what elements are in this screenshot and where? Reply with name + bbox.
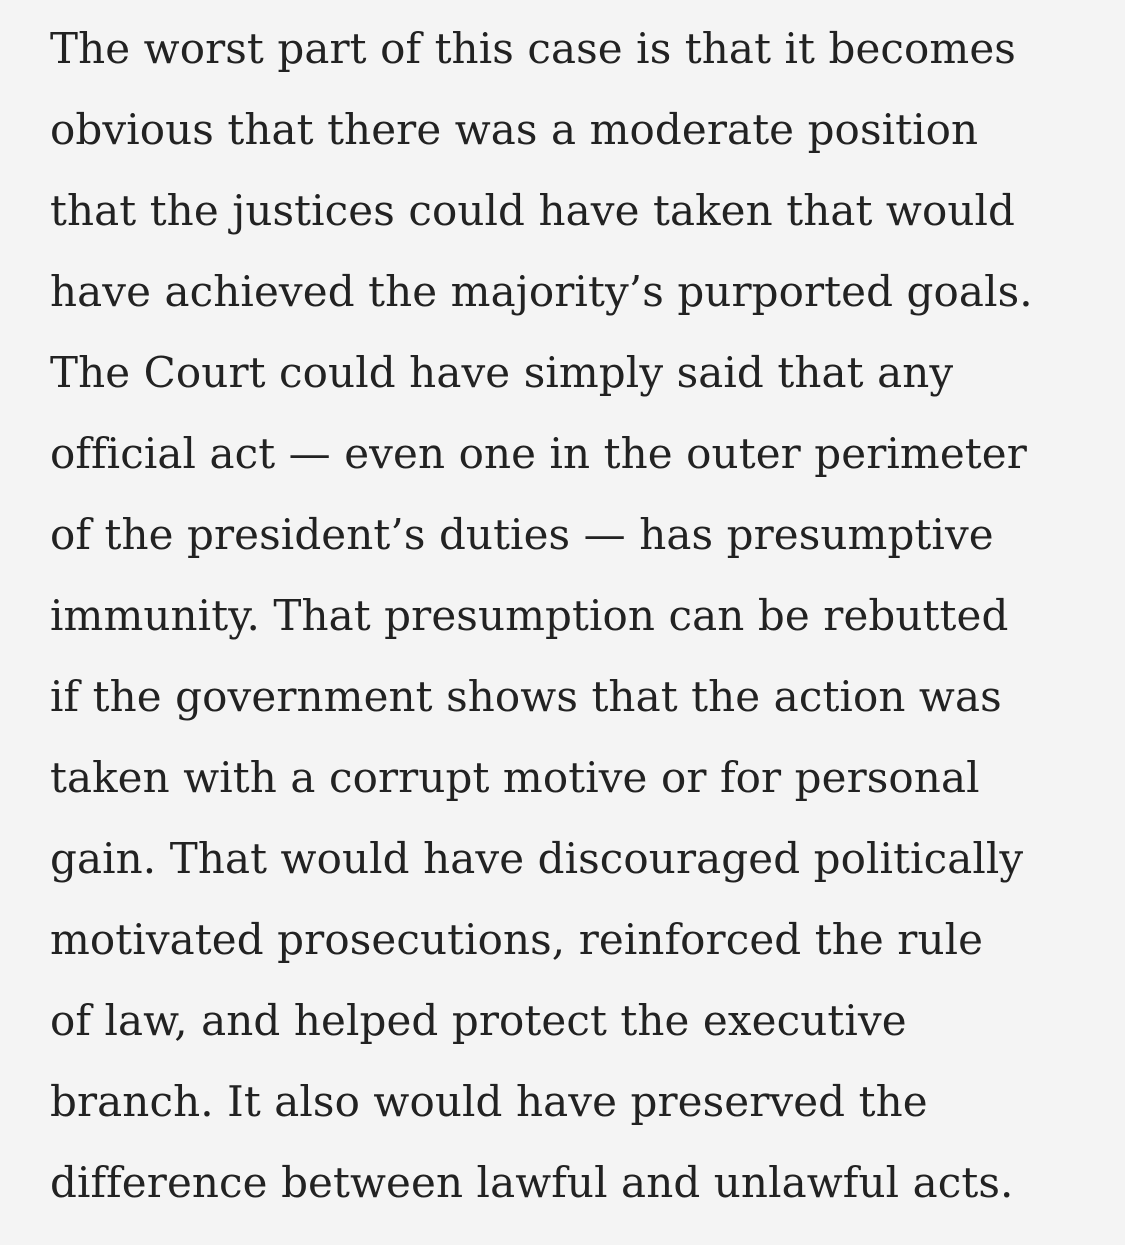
paragraph-line: difference between lawful and unlawful acts.: [50, 1158, 1014, 1207]
paragraph-line: immunity. That presumption can be rebutted: [50, 591, 1009, 640]
paragraph-line: gain. That would have discouraged politically: [50, 834, 1024, 883]
paragraph-line: that the justices could have taken that would: [50, 186, 1016, 235]
paragraph-line: taken with a corrupt motive or for personal: [50, 753, 980, 802]
paragraph-line: have achieved the majority’s purported goals.: [50, 267, 1033, 316]
paragraph-line: branch. It also would have preserved the: [50, 1077, 928, 1126]
paragraph-line: of law, and helped protect the executive: [50, 996, 907, 1045]
paragraph-line: The worst part of this case is that it becomes: [50, 24, 1016, 73]
paragraph-line: of the president’s duties — has presumptive: [50, 510, 994, 559]
article-body: [50, 8, 1110, 1223]
paragraph-line: obvious that there was a moderate position: [50, 105, 979, 154]
paragraph-line: if the government shows that the action was: [50, 672, 1002, 721]
paragraph-line: The Court could have simply said that any: [50, 348, 954, 397]
paragraph-line: official act — even one in the outer perimeter: [50, 429, 1027, 478]
paragraph-line: motivated prosecutions, reinforced the rule: [50, 915, 984, 964]
article-paragraph: [50, 8, 1110, 1223]
